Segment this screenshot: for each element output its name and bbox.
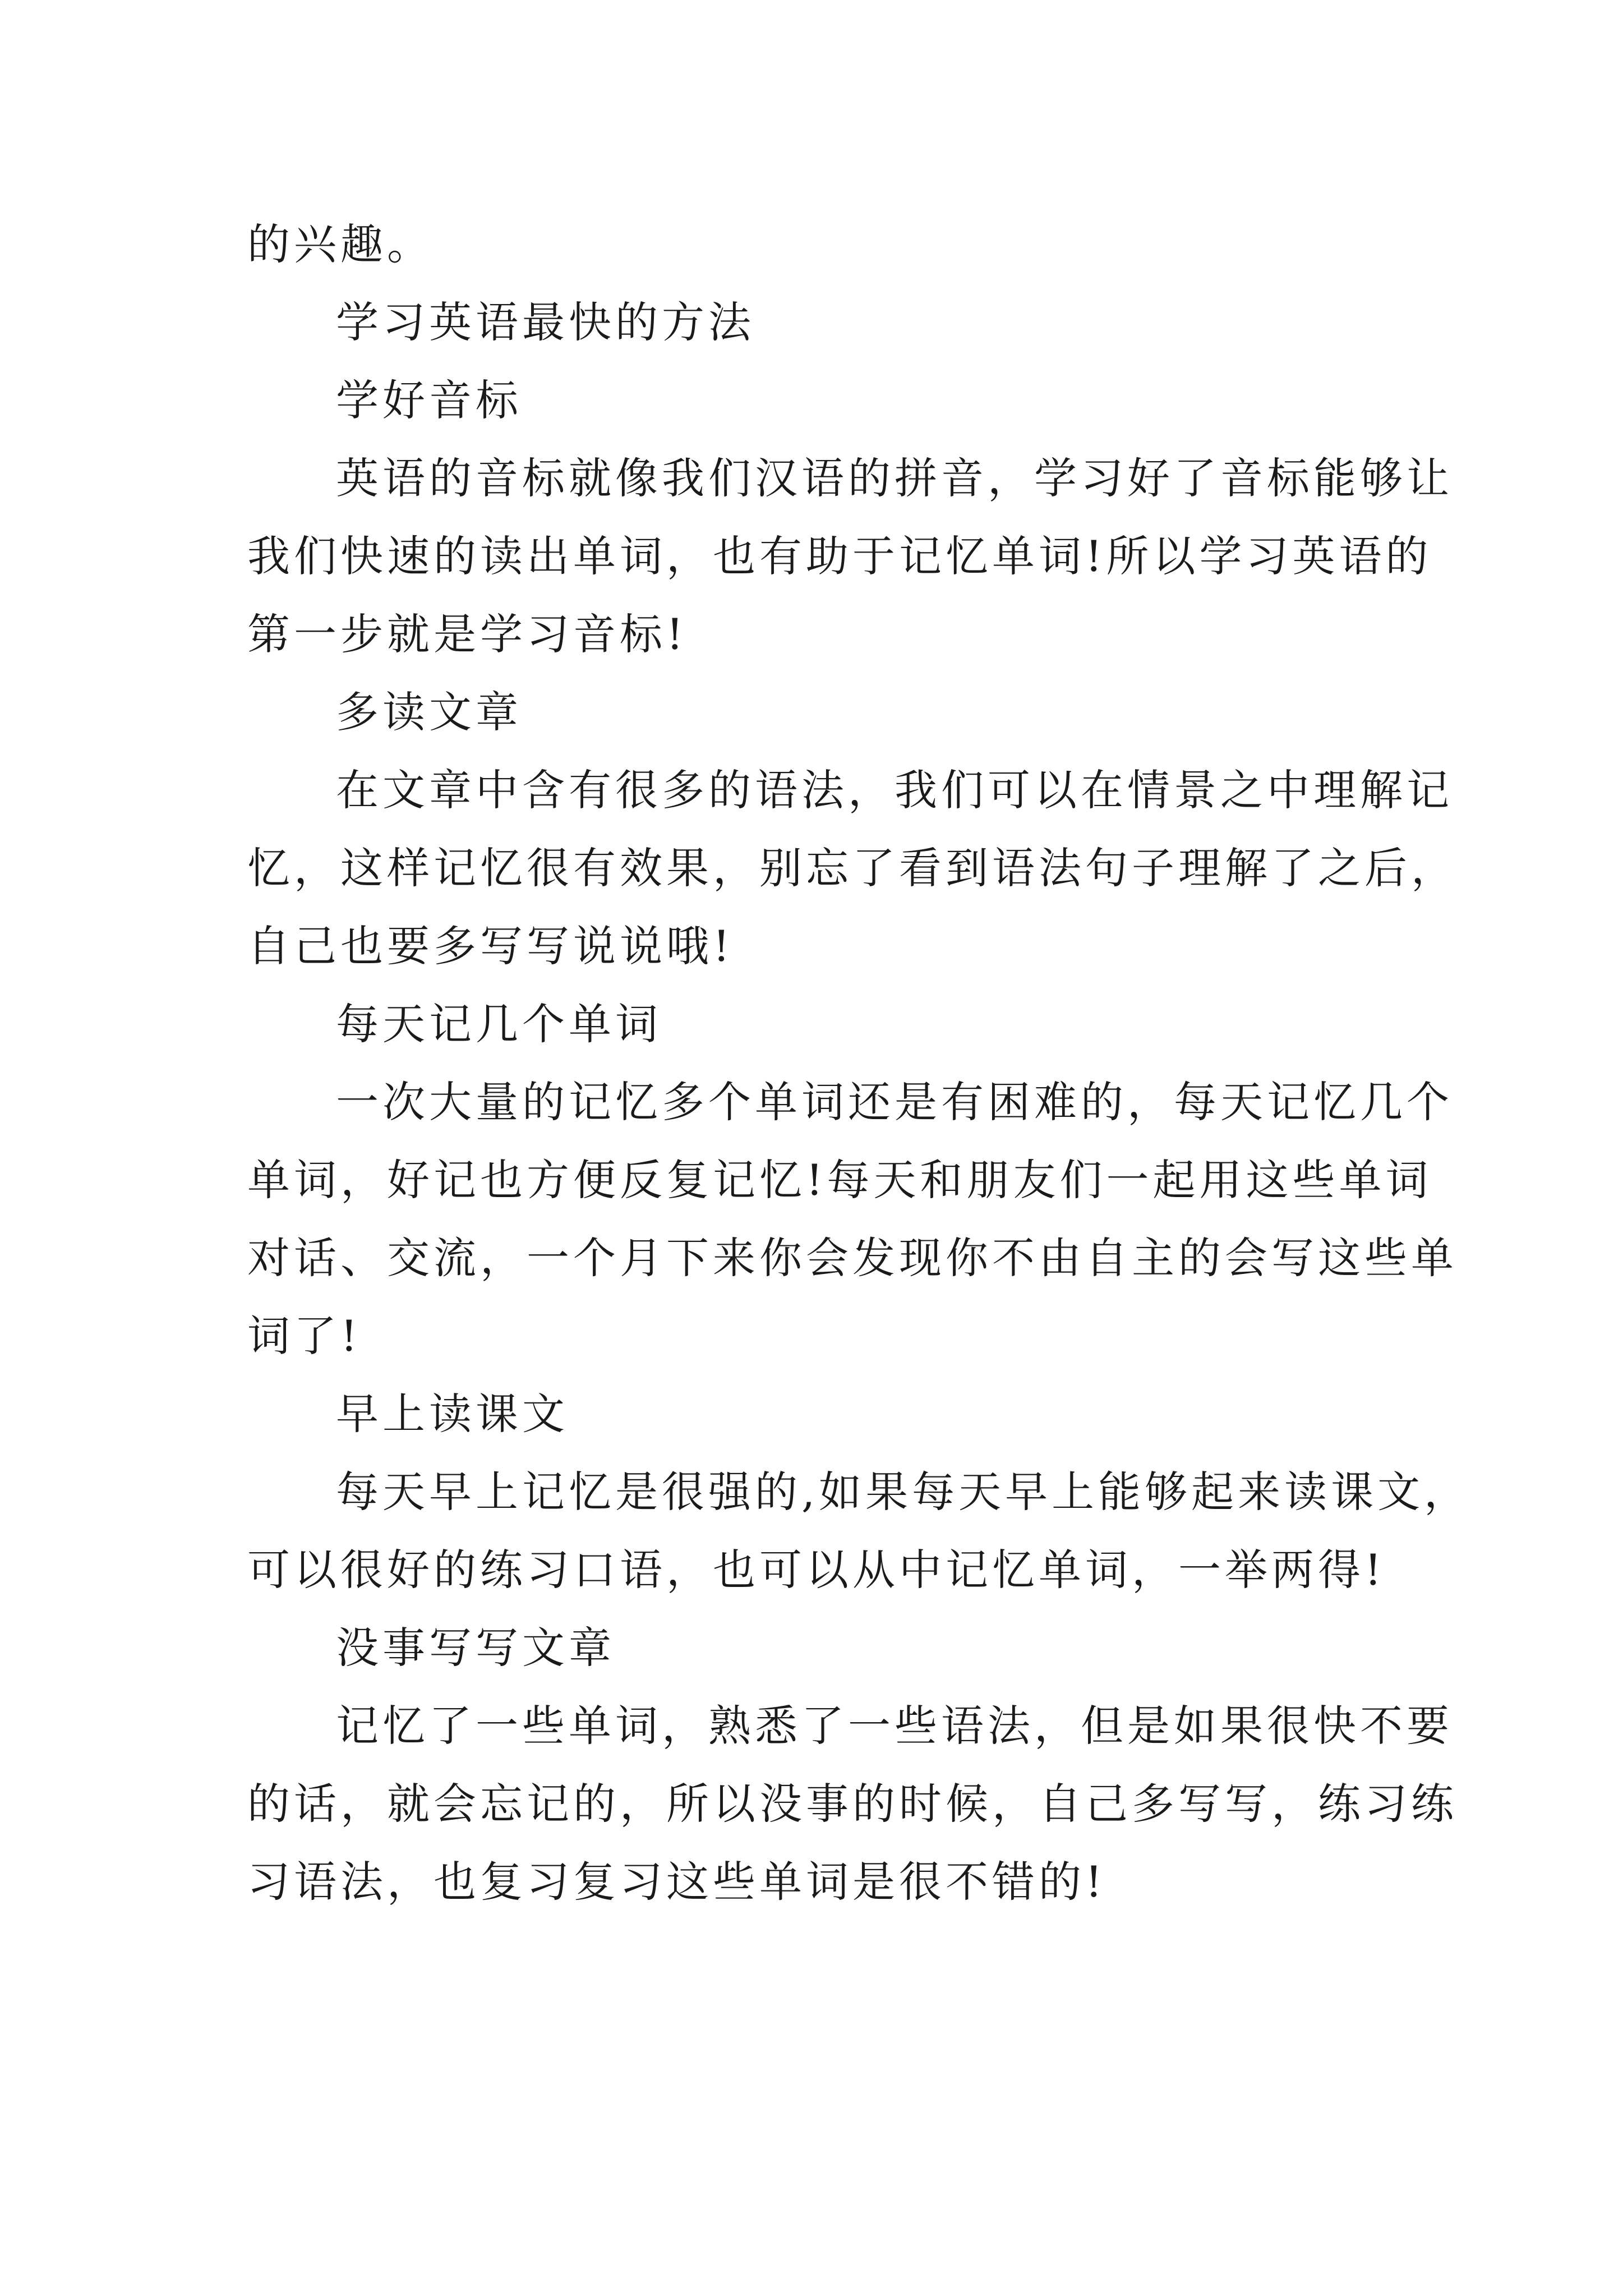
text-line: 词了! (247, 1311, 362, 1361)
text-line: 忆，这样记忆很有效果，别忘了看到语法句子理解了之后， (247, 843, 1458, 893)
text-line: 我们快速的读出单词，也有助于记忆单词!所以学习英语的 (247, 531, 1432, 581)
text-line: 自己也要多写写说说哦! (247, 921, 734, 971)
text-line: 英语的音标就像我们汉语的拼音，学习好了音标能够让 (336, 453, 1453, 503)
section-heading: 学好音标 (336, 375, 522, 425)
text-line: 单词，好记也方便反复记忆!每天和朋友们一起用这些单词 (247, 1155, 1432, 1205)
text-line: 第一步就是学习音标! (247, 609, 688, 659)
text-line: 可以很好的练习口语，也可以从中记忆单词，一举两得! (247, 1545, 1386, 1595)
section-heading: 每天记几个单词 (336, 999, 662, 1049)
document-body (247, 205, 1471, 1921)
text-line: 每天早上记忆是很强的,如果每天早上能够起来读课文， (336, 1467, 1471, 1517)
text-line: 记忆了一些单词，熟悉了一些语法，但是如果很快不要 (336, 1701, 1453, 1751)
section-heading: 早上读课文 (336, 1389, 569, 1439)
text-line: 对话、交流，一个月下来你会发现你不由自主的会写这些单 (247, 1233, 1458, 1283)
section-heading: 多读文章 (336, 687, 522, 737)
section-heading: 没事写写文章 (336, 1623, 615, 1673)
text-line: 在文章中含有很多的语法，我们可以在情景之中理解记 (336, 765, 1453, 815)
text-line: 习语法，也复习复习这些单词是很不错的! (247, 1857, 1106, 1907)
section-heading: 学习英语最快的方法 (336, 297, 755, 347)
text-line: 的话，就会忘记的，所以没事的时候，自己多写写，练习练 (247, 1779, 1458, 1829)
text-line: 的兴趣。 (247, 219, 434, 269)
text-line: 一次大量的记忆多个单词还是有困难的，每天记忆几个 (336, 1077, 1453, 1127)
